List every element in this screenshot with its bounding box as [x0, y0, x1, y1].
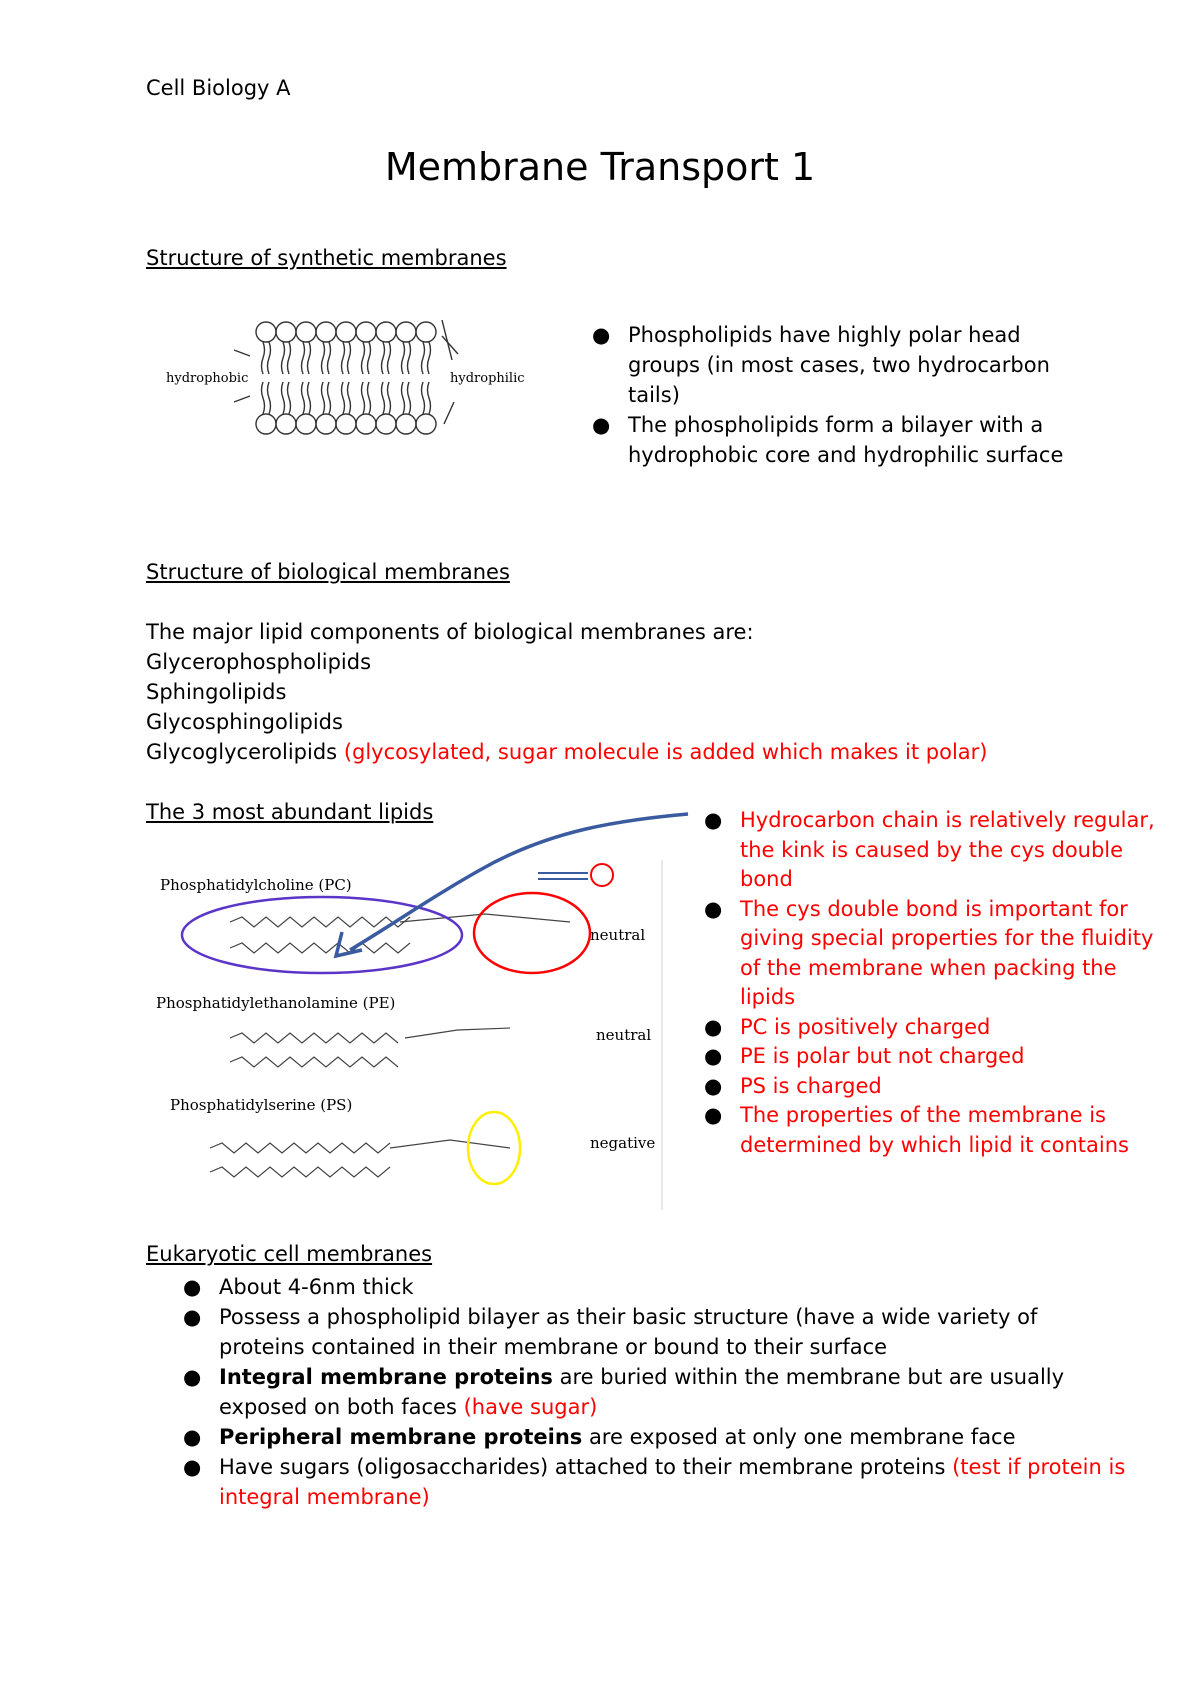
synthetic-bullets — [592, 320, 1064, 470]
glyco-note: (glycosylated, sugar molecule is added which makes it polar) — [343, 740, 988, 764]
lipid-tail — [368, 342, 371, 414]
lipid-head — [256, 322, 276, 342]
list-item: ● Hydrocarbon chain is relatively regular, the kink is caused by the cys double bond — [704, 808, 1155, 891]
bullet-icon: ● — [704, 896, 723, 921]
lipid-head — [336, 414, 356, 434]
list-item: ● Integral membrane proteins are buried within the membrane but are usually exposed on both faces (have sugar) — [219, 1362, 1125, 1422]
lipid-head — [396, 414, 416, 434]
hydrocarbon-chain — [230, 917, 410, 927]
list-item: ● The properties of the membrane is determined by which lipid it contains — [704, 1103, 1129, 1157]
head-group-bond — [405, 1028, 510, 1038]
hydrocarbon-chain — [210, 1143, 390, 1153]
lipid-tail — [408, 342, 411, 414]
list-item: ● Possess a phospholipid bilayer as their basic structure (have a wide variety of proteins contained in their membrane or bound to their surface — [219, 1302, 1125, 1362]
list-item: ● Phospholipids have highly polar head groups (in most cases, two hydrocarbon tails) — [628, 320, 1063, 410]
course-header: Cell Biology A — [146, 76, 291, 100]
lipid-item: Sphingolipids — [146, 680, 287, 704]
lipid-head — [356, 322, 376, 342]
lipid-tail — [348, 342, 351, 414]
lipid-structures-figure — [150, 810, 690, 1220]
lipid-item: Glycosphingolipids — [146, 710, 343, 734]
bullet-icon: ● — [592, 323, 611, 347]
lipid-item-with-note: Glycoglycerolipids (glycosylated, sugar molecule is added which makes it polar) — [146, 740, 988, 764]
lipid-head — [276, 322, 296, 342]
list-item: ● PE is polar but not charged — [740, 1042, 1155, 1072]
lipid-name-pc: Phosphatidylcholine (PC) — [160, 876, 352, 894]
list-item: ● The phospholipids form a bilayer with a hydrophobic core and hydrophilic surface — [628, 410, 1063, 470]
bullet-icon: ● — [592, 413, 611, 437]
list-item: ● PS is charged — [740, 1072, 1155, 1102]
bilayer-diagram — [160, 320, 540, 450]
bullet-icon: ● — [183, 1455, 202, 1479]
lipid-tail — [328, 342, 331, 414]
lipid-head — [296, 322, 316, 342]
lipid-tail — [302, 342, 305, 414]
lipid-name-pe: Phosphatidylethanolamine (PE) — [156, 994, 396, 1012]
bullet-icon: ● — [183, 1365, 202, 1389]
lipid-tail — [262, 342, 265, 414]
lipid-tail — [342, 342, 345, 414]
head-highlight-circle — [474, 893, 590, 973]
bullet-icon: ● — [704, 808, 723, 832]
head-group-bond — [400, 914, 570, 922]
eukaryotic-bullets — [183, 1272, 1126, 1512]
list-item: ● The cys double bond is important for giving special properties for the fluidity of the membrane when packing the lipids — [704, 896, 1154, 1009]
hydrocarbon-chain — [230, 943, 410, 953]
lipid-tail — [282, 342, 285, 414]
lipid-tail — [362, 342, 365, 414]
hydrophilic-label: hydrophilic — [450, 371, 525, 386]
phosphate-highlight-circle — [468, 1112, 520, 1184]
hydrocarbon-chain — [230, 1057, 398, 1067]
lipid-tail — [268, 342, 271, 414]
section-heading-eukaryotic: Eukaryotic cell membranes — [146, 1242, 433, 1266]
lipid-tail — [402, 342, 405, 414]
list-item: ● Have sugars (oligosaccharides) attached to their membrane proteins (test if protein is integral membrane) — [219, 1452, 1125, 1512]
lipid-notes — [704, 806, 1155, 1160]
bullet-icon: ● — [183, 1275, 202, 1299]
lipid-head — [376, 414, 396, 434]
lipid-head — [376, 322, 396, 342]
lipid-tail — [288, 342, 291, 414]
lipid-item: Glycerophospholipids — [146, 650, 372, 674]
list-item: ● About 4-6nm thick — [219, 1272, 1125, 1302]
section-heading-biological: Structure of biological membranes — [146, 560, 510, 584]
lipid-head — [316, 322, 336, 342]
hydrophobic-label: hydrophobic — [166, 371, 249, 386]
lipid-head — [256, 414, 276, 434]
lipid-tail — [422, 342, 425, 414]
bullet-icon: ● — [704, 1073, 723, 1098]
tail-highlight-circle — [182, 897, 462, 973]
lipid-head — [276, 414, 296, 434]
lipid-charge-ps: negative — [590, 1134, 656, 1152]
lipid-head — [316, 414, 336, 434]
lipid-head — [356, 414, 376, 434]
lipid-head — [296, 414, 316, 434]
bullet-icon: ● — [704, 1103, 723, 1127]
list-item: ● Peripheral membrane proteins are exposed at only one membrane face — [219, 1422, 1125, 1452]
hydrocarbon-chain — [210, 1167, 390, 1177]
bullet-icon: ● — [183, 1305, 202, 1329]
legend-circle-mark — [591, 864, 613, 886]
page-title: Membrane Transport 1 — [384, 145, 816, 189]
lipid-tail — [322, 342, 325, 414]
bullet-icon: ● — [704, 1014, 723, 1039]
lipid-charge-pe: neutral — [596, 1026, 652, 1044]
hydrocarbon-chain — [230, 1033, 398, 1043]
section-heading-synthetic: Structure of synthetic membranes — [146, 246, 507, 270]
bullet-icon: ● — [704, 1044, 723, 1068]
head-group-bond — [390, 1140, 510, 1148]
lipid-head — [416, 322, 436, 342]
lipid-head — [396, 322, 416, 342]
lipid-tail — [308, 342, 311, 414]
lipid-head — [416, 414, 436, 434]
lipid-head — [336, 322, 356, 342]
list-item: ● PC is positively charged — [740, 1013, 1155, 1043]
lipid-charge-pc: neutral — [590, 926, 646, 944]
lipid-name-ps: Phosphatidylserine (PS) — [170, 1096, 353, 1114]
biological-intro: The major lipid components of biological membranes are: — [146, 620, 754, 644]
lipid-tail — [428, 342, 431, 414]
lipid-tail — [388, 342, 391, 414]
bullet-icon: ● — [183, 1425, 202, 1449]
lipid-tail — [382, 342, 385, 414]
section-heading-abundant: The 3 most abundant lipids — [146, 800, 434, 824]
